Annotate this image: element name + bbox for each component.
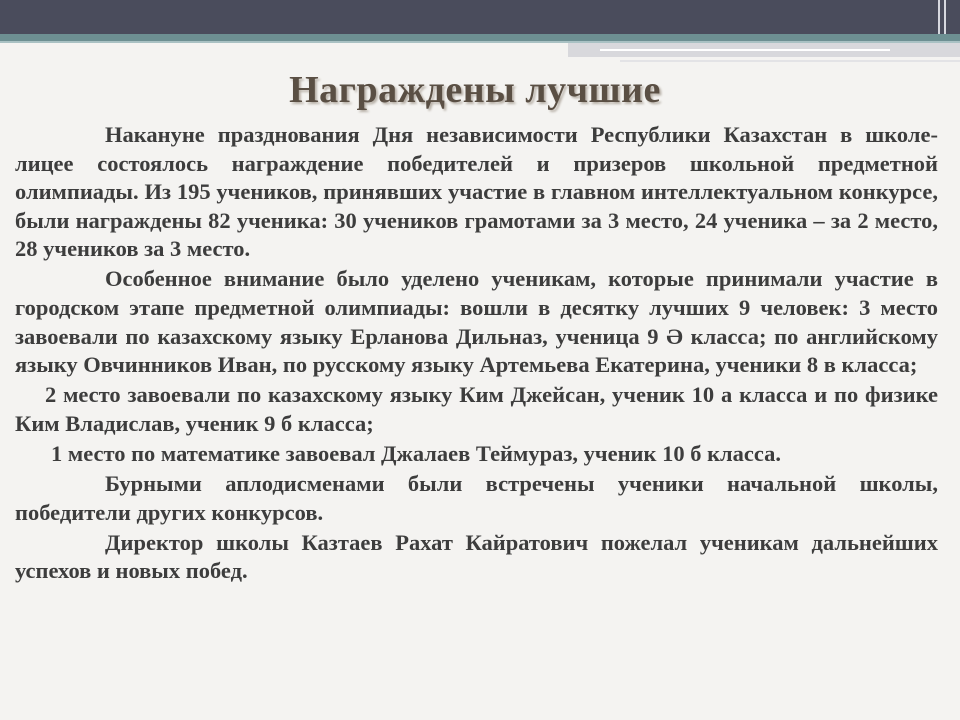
slide-title: Награждены лучшие <box>289 69 661 111</box>
paragraph-second-place: 2 место завоевали по казахскому языку Ким Джейсан, ученик 10 а класса и по физике Ким Владислав, ученик 9 б класса; <box>15 382 938 436</box>
teal-accent-stripe <box>0 34 960 41</box>
paragraph-primary-school: Бурными аплодисменами были встречены ученики начальной школы, победители других конкурсов. <box>15 471 938 525</box>
decorative-line-upper <box>600 49 890 51</box>
paragraph-first-place: 1 место по математике завоевал Джалаев Теймураз, ученик 10 б класса. <box>51 441 782 467</box>
paragraph-city-stage: Особенное внимание было уделено ученикам, которые принимали участие в городском этапе предметной олимпиады: вошли в десятку лучших 9 человек: 3 место завоевали по казахскому языку Ерланова Дильназ, ученица 9 Ә класса; по английскому языку Овчинников Иван, по русскому языку Артемьева Екатерина, ученики 8 в класса; <box>15 266 938 378</box>
paragraph-award-summary: Накануне празднования Дня независимости Республики Казахстан в школе-лицее состоялось награждение победителей и призеров школьной предметной олимпиады. Из 195 учеников, принявших участие в главном интеллектуальном конкурсе, были награждены 82 ученика: 30 учеников грамотами за 3 место, 24 ученика – за 2 место, 28 учеников за 3 место. <box>15 122 938 262</box>
decorative-side-lines <box>936 0 952 34</box>
paragraph-director-wishes: Директор школы Казтаев Рахат Кайратович пожелал ученикам дальнейших успехов и новых побед. <box>15 529 938 584</box>
slide-body <box>15 121 938 588</box>
top-header-bar <box>0 0 960 34</box>
decorative-line-lower <box>620 60 960 62</box>
